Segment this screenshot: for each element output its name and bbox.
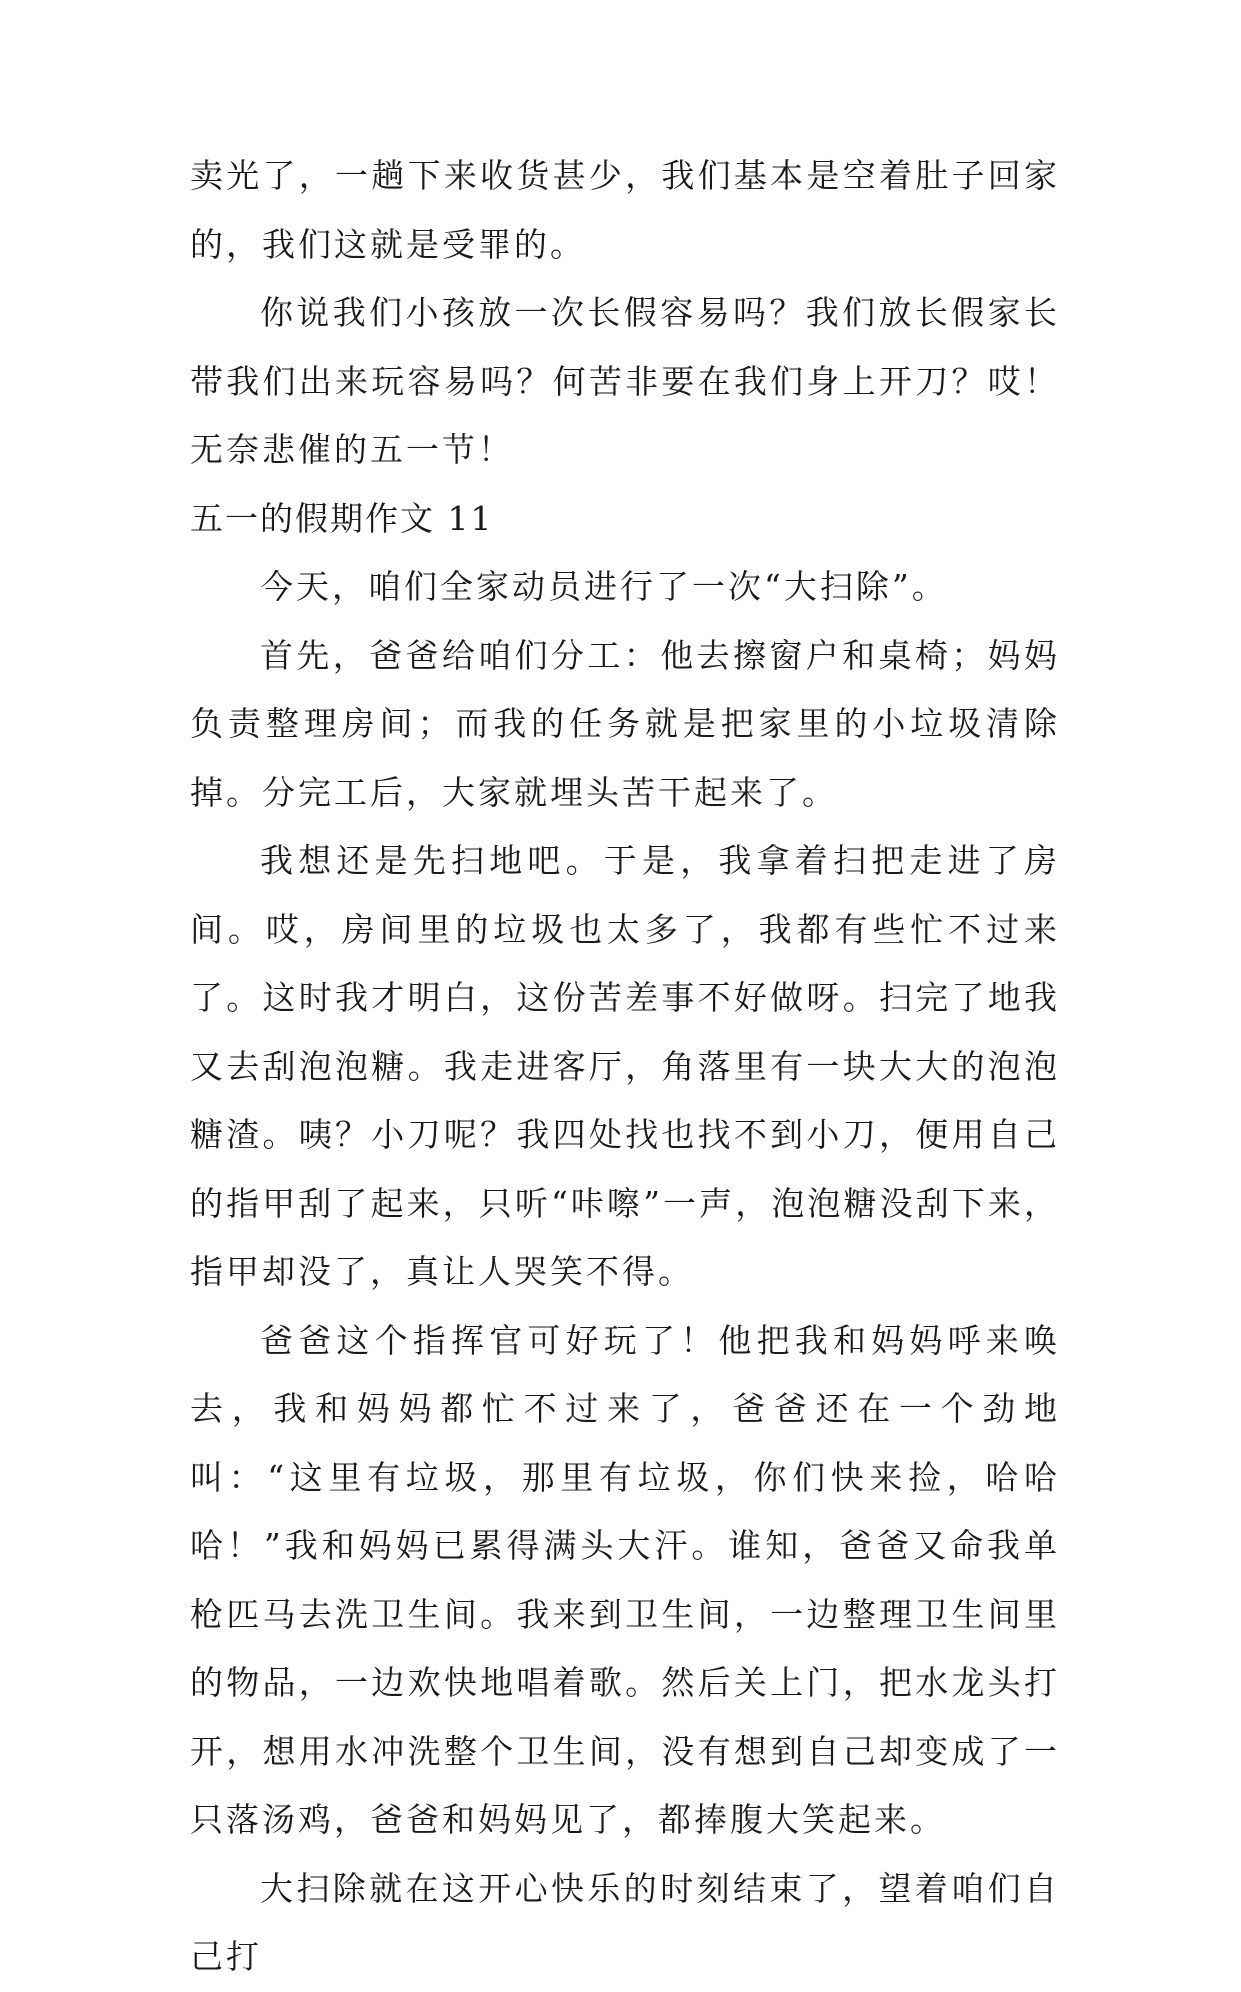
paragraph-6: 爸爸这个指挥官可好玩了！他把我和妈妈呼来唤去，我和妈妈都忙不过来了，爸爸还在一个劲地叫：“这里有垃圾，那里有垃圾，你们快来捡，哈哈哈！”我和妈妈已累得满头大汗。谁知，爸爸又命我单枪匹马去洗卫生间。我来到卫生间，一边整理卫生间里的物品，一边欢快地唱着歌。然后关上门，把水龙头打开，想用水冲洗整个卫生间，没有想到自己却变成了一只落汤鸡，爸爸和妈妈见了，都捧腹大笑起来。	[190, 1320, 1060, 1839]
paragraph-2: 你说我们小孩放一次长假容易吗？我们放长假家长带我们出来玩容易吗？何苦非要在我们身上开刀？哎！无奈悲催的五一节！	[190, 293, 1060, 469]
paragraph-1: 卖光了，一趟下来收货甚少，我们基本是空着肚子回家的，我们这就是受罪的。	[190, 156, 1060, 264]
paragraph-5: 我想还是先扫地吧。于是，我拿着扫把走进了房间。哎，房间里的垃圾也太多了，我都有些忙不过来了。这时我才明白，这份苦差事不好做呀。扫完了地我又去刮泡泡糖。我走进客厅，角落里有一块大大的泡泡糖渣。咦？小刀呢？我四处找也找不到小刀，便用自己的指甲刮了起来，只听“咔嚓”一声，泡泡糖没刮下来，指甲却没了，真让人哭笑不得。	[190, 841, 1060, 1291]
document-page	[190, 142, 1060, 1992]
paragraph-4: 首先，爸爸给咱们分工：他去擦窗户和桌椅；妈妈负责整理房间；而我的任务就是把家里的小垃圾清除掉。分完工后，大家就埋头苦干起来了。	[190, 635, 1060, 812]
paragraph-3: 今天，咱们全家动员进行了一次“大扫除”。	[260, 567, 948, 606]
paragraph-7: 大扫除就在这开心快乐的时刻结束了，望着咱们自己打	[190, 1868, 1060, 1976]
essay-title: 五一的假期作文 11	[190, 498, 494, 538]
